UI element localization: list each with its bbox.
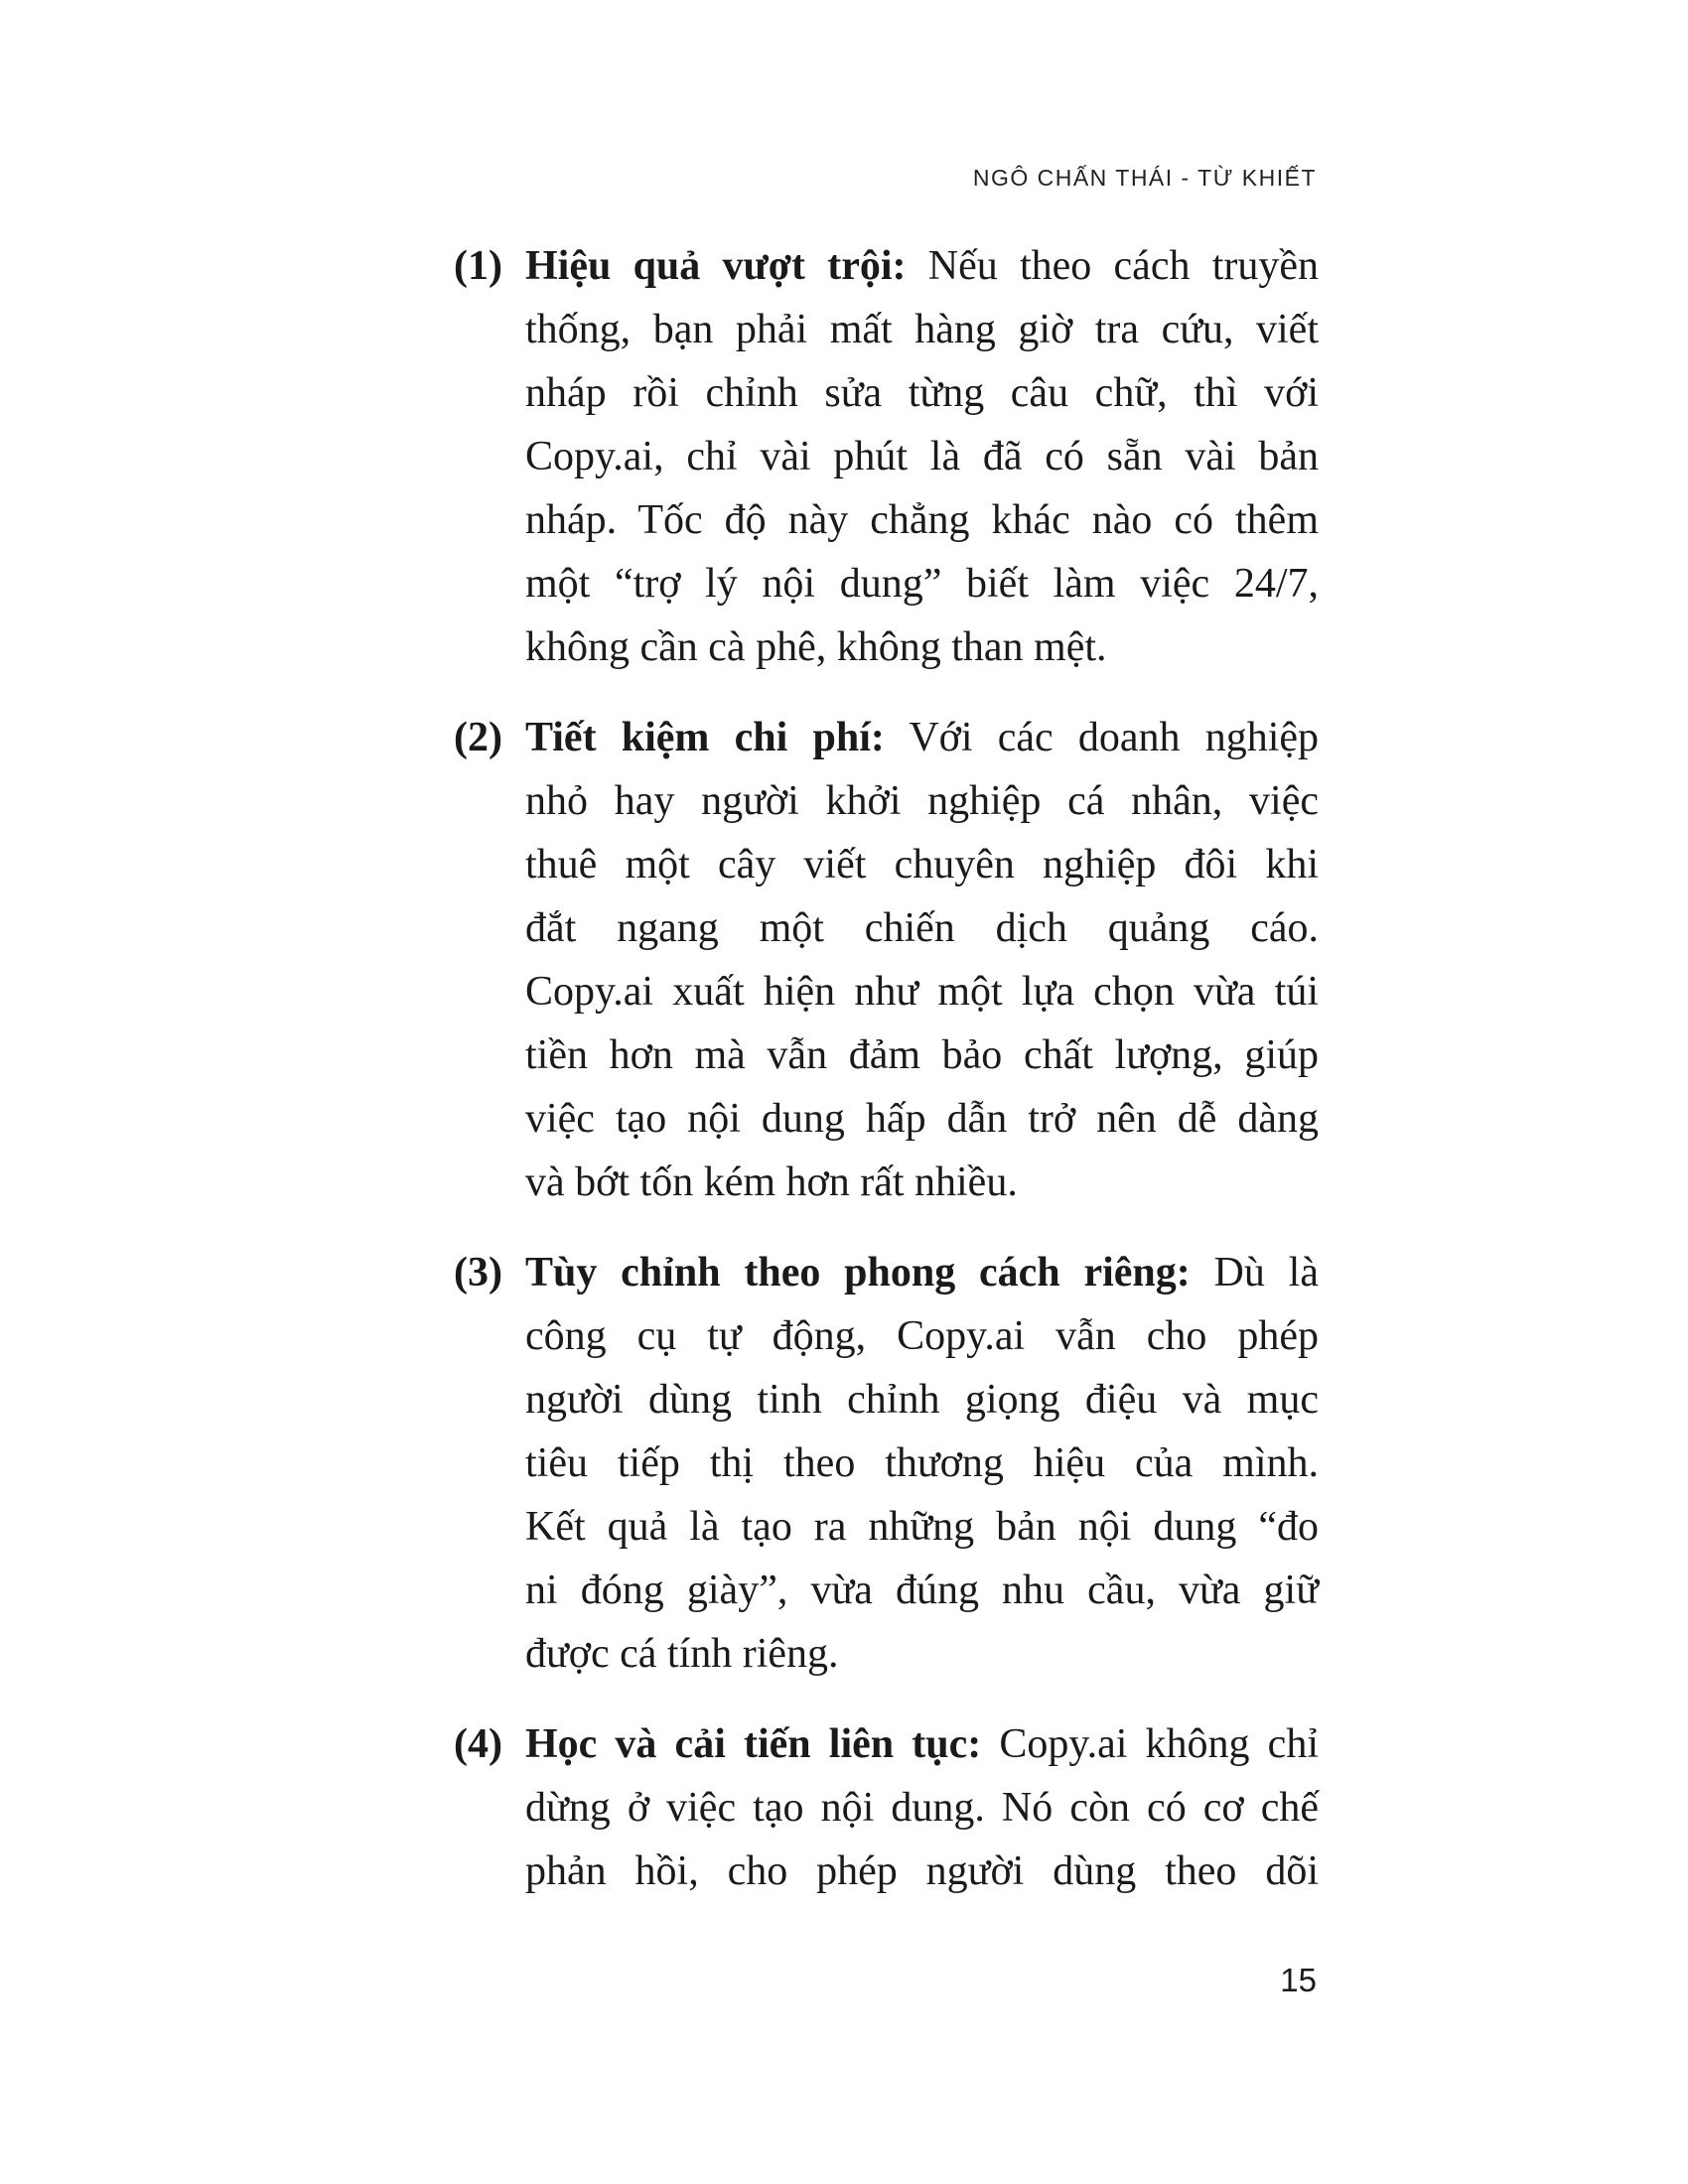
paragraph-line: Kết quả là tạo ra những bản nội dung “đo bbox=[525, 1504, 1319, 1550]
paragraph-line: người dùng tinh chỉnh giọng điệu và mục bbox=[525, 1377, 1319, 1423]
item-number: (3) bbox=[454, 1250, 502, 1296]
list-item bbox=[454, 706, 1319, 1214]
paragraph-line: thống, bạn phải mất hàng giờ tra cứu, viết bbox=[525, 307, 1319, 352]
paragraph-line: nhỏ hay người khởi nghiệp cá nhân, việc bbox=[525, 778, 1319, 824]
paragraph-line: ni đóng giày”, vừa đúng nhu cầu, vừa giữ bbox=[525, 1568, 1319, 1613]
page-number: 15 bbox=[1280, 1962, 1317, 1998]
item-paragraph bbox=[525, 1241, 1319, 1686]
item-term: Tùy chỉnh theo phong cách riêng: bbox=[525, 1250, 1191, 1296]
list-item bbox=[454, 234, 1319, 679]
running-header: NGÔ CHẤN THÁI - TỪ KHIẾT bbox=[972, 165, 1317, 191]
page-body bbox=[454, 234, 1319, 1930]
item-term: Học và cải tiến liên tục: bbox=[525, 1721, 982, 1767]
paragraph-line: được cá tính riêng. bbox=[525, 1631, 839, 1677]
item-number: (1) bbox=[454, 243, 502, 289]
item-term: Hiệu quả vượt trội: bbox=[525, 243, 907, 289]
paragraph-line: tiêu tiếp thị theo thương hiệu của mình. bbox=[525, 1440, 1319, 1486]
paragraph-line: một “trợ lý nội dung” biết làm việc 24/7, bbox=[525, 561, 1319, 607]
paragraph-line: việc tạo nội dung hấp dẫn trở nên dễ dàng bbox=[525, 1096, 1319, 1142]
list-item bbox=[454, 1712, 1319, 1903]
paragraph-line: phản hồi, cho phép người dùng theo dõi bbox=[525, 1848, 1319, 1894]
item-paragraph bbox=[525, 706, 1319, 1214]
list-item bbox=[454, 1241, 1319, 1686]
paragraph-line: Copy.ai xuất hiện như một lựa chọn vừa túi bbox=[525, 969, 1319, 1015]
paragraph-line: và bớt tốn kém hơn rất nhiều. bbox=[525, 1160, 1018, 1205]
paragraph-line: Copy.ai, chỉ vài phút là đã có sẵn vài bản bbox=[525, 434, 1319, 479]
paragraph-line: Tùy chỉnh theo phong cách riêng: Dù là bbox=[525, 1250, 1319, 1296]
item-paragraph bbox=[525, 1712, 1319, 1903]
paragraph-line: tiền hơn mà vẫn đảm bảo chất lượng, giúp bbox=[525, 1032, 1319, 1078]
paragraph-line: thuê một cây viết chuyên nghiệp đôi khi bbox=[525, 842, 1319, 887]
paragraph-line: đắt ngang một chiến dịch quảng cáo. bbox=[525, 905, 1319, 951]
paragraph-line: dừng ở việc tạo nội dung. Nó còn có cơ chế bbox=[525, 1785, 1319, 1831]
paragraph-line: không cần cà phê, không than mệt. bbox=[525, 624, 1107, 670]
paragraph-line: công cụ tự động, Copy.ai vẫn cho phép bbox=[525, 1313, 1319, 1359]
item-number: (2) bbox=[454, 715, 502, 760]
paragraph-line: nháp rồi chỉnh sửa từng câu chữ, thì với bbox=[525, 370, 1319, 416]
item-term: Tiết kiệm chi phí: bbox=[525, 715, 885, 760]
paragraph-line: Hiệu quả vượt trội: Nếu theo cách truyền bbox=[525, 243, 1319, 289]
item-paragraph bbox=[525, 234, 1319, 679]
item-number: (4) bbox=[454, 1721, 502, 1767]
paragraph-line: nháp. Tốc độ này chẳng khác nào có thêm bbox=[525, 497, 1319, 543]
paragraph-line: Tiết kiệm chi phí: Với các doanh nghiệp bbox=[525, 715, 1320, 760]
paragraph-line: Học và cải tiến liên tục: Copy.ai không chỉ bbox=[525, 1721, 1319, 1767]
